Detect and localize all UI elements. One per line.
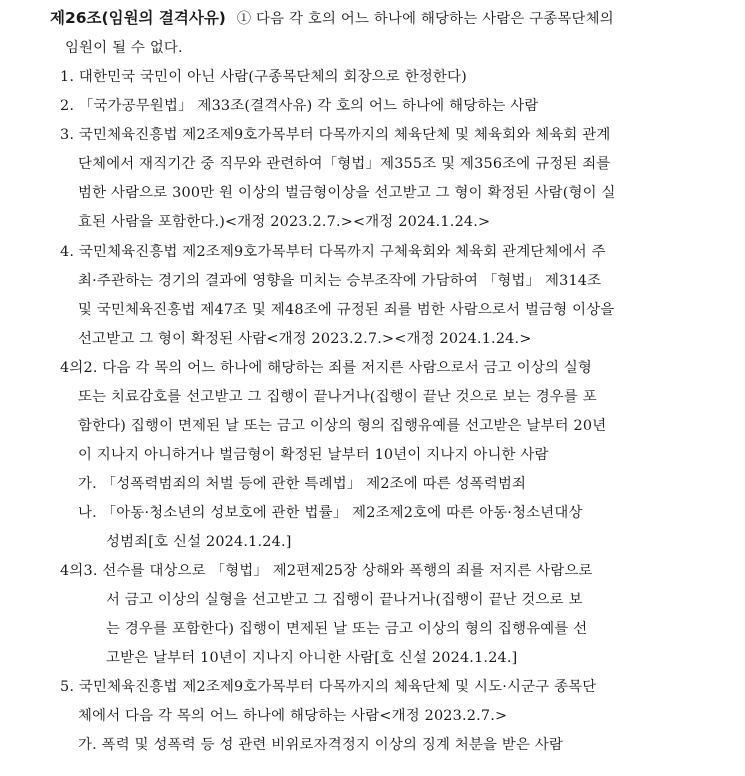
item-3-line-3: 범한 사람으로 300만 원 이상의 벌금형이상을 선고받고 그 형이 확정된 사람(형이 실 <box>78 185 616 201</box>
item-4-2-line-3: 함한다) 집행이 면제된 날 또는 금고 이상의 형의 집행유예를 선고받은 날부터 20년 <box>78 418 607 434</box>
item-3-line-4: 효된 사람을 포함한다.)<개정 2023.2.7.><개정 2024.1.24.> <box>78 214 491 230</box>
item-4-3-line-1: 4의3. 선수를 대상으로 「형법」 제2편제25장 상해와 폭행의 죄를 저지른 사람으로 <box>60 563 593 579</box>
sub-item-na-line-1: 나. 「아동·청소년의 성보호에 관한 법률」 제2조제2호에 따른 아동·청소년대상 <box>78 505 583 521</box>
item-4-2-line-1: 4의2. 다음 각 목의 어느 하나에 해당하는 죄를 저지른 사람으로서 금고 이상의 실형 <box>60 360 593 376</box>
item-1: 1. 대한민국 국민이 아닌 사람(구종목단체의 회장으로 한정한다) <box>60 69 467 85</box>
item-5-sub-item-ga: 가. 폭력 및 성폭력 등 성 관련 비위로자격정지 이상의 징계 처분을 받은 사람 <box>78 737 564 753</box>
article-title: 제26조(임원의 결격사유) <box>50 9 226 27</box>
item-4-line-4: 선고받고 그 형이 확정된 사람<개정 2023.2.7.><개정 2024.1.24.> <box>78 331 532 347</box>
sub-item-na-line-2: 성범죄[호 신설 2024.1.24.] <box>106 534 292 550</box>
item-2: 2. 「국가공무원법」 제33조(결격사유) 각 호의 어느 하나에 해당하는 사람 <box>60 98 539 114</box>
article-intro-continued: 임원이 될 수 없다. <box>65 40 183 56</box>
item-4-line-2: 최·주관하는 경기의 결과에 영향을 미치는 승부조작에 가담하여 「형법」 제314조 <box>78 273 602 289</box>
item-3-line-1: 3. 국민체육진흥법 제2조제9호가목부터 다목까지의 체육단체 및 체육회와 체육회 관계 <box>60 127 611 143</box>
article-intro: ① 다음 각 호의 어느 하나에 해당하는 사람은 구종목단체의 <box>236 11 614 27</box>
item-4-3-line-3: 는 경우를 포함한다) 집행이 면제된 날 또는 금고 이상의 형의 집행유예를 선 <box>106 621 588 637</box>
item-4-3-line-4: 고받은 날부터 10년이 지나지 아니한 사람[호 신설 2024.1.24.] <box>106 650 518 666</box>
item-4-line-3: 및 국민체육진흥법 제47조 및 제48조에 규정된 죄를 범한 사람으로서 벌금형 이상을 <box>78 302 615 318</box>
item-4-3-line-2: 서 금고 이상의 실형을 선고받고 그 집행이 끝나거나(집행이 끝난 것으로 보 <box>106 592 583 608</box>
item-5-line-1: 5. 국민체육진흥법 제2조제9호가목부터 다목까지의 체육단체 및 시도·시군구 종목단 <box>60 679 597 695</box>
item-5-line-2: 체에서 다음 각 목의 어느 하나에 해당하는 사람<개정 2023.2.7.> <box>78 708 508 724</box>
article-title-line <box>50 8 705 28</box>
sub-item-ga: 가. 「성폭력범죄의 처벌 등에 관한 특례법」 제2조에 따른 성폭력범죄 <box>78 476 527 492</box>
item-3-line-2: 단체에서 재직기간 중 직무와 관련하여「형법」제355조 및 제356조에 규정된 죄를 <box>78 156 611 172</box>
item-4-2-line-2: 또는 치료감호를 선고받고 그 집행이 끝나거나(집행이 끝난 것으로 보는 경우를 포 <box>78 389 597 405</box>
item-4-line-1: 4. 국민체육진흥법 제2조제9호가목부터 다목까지 구체육회와 체육회 관계단체에서 주 <box>60 244 606 260</box>
item-4-2-line-4: 이 지나지 아니하거나 벌금형이 확정된 날부터 10년이 지나지 아니한 사람 <box>78 447 549 463</box>
